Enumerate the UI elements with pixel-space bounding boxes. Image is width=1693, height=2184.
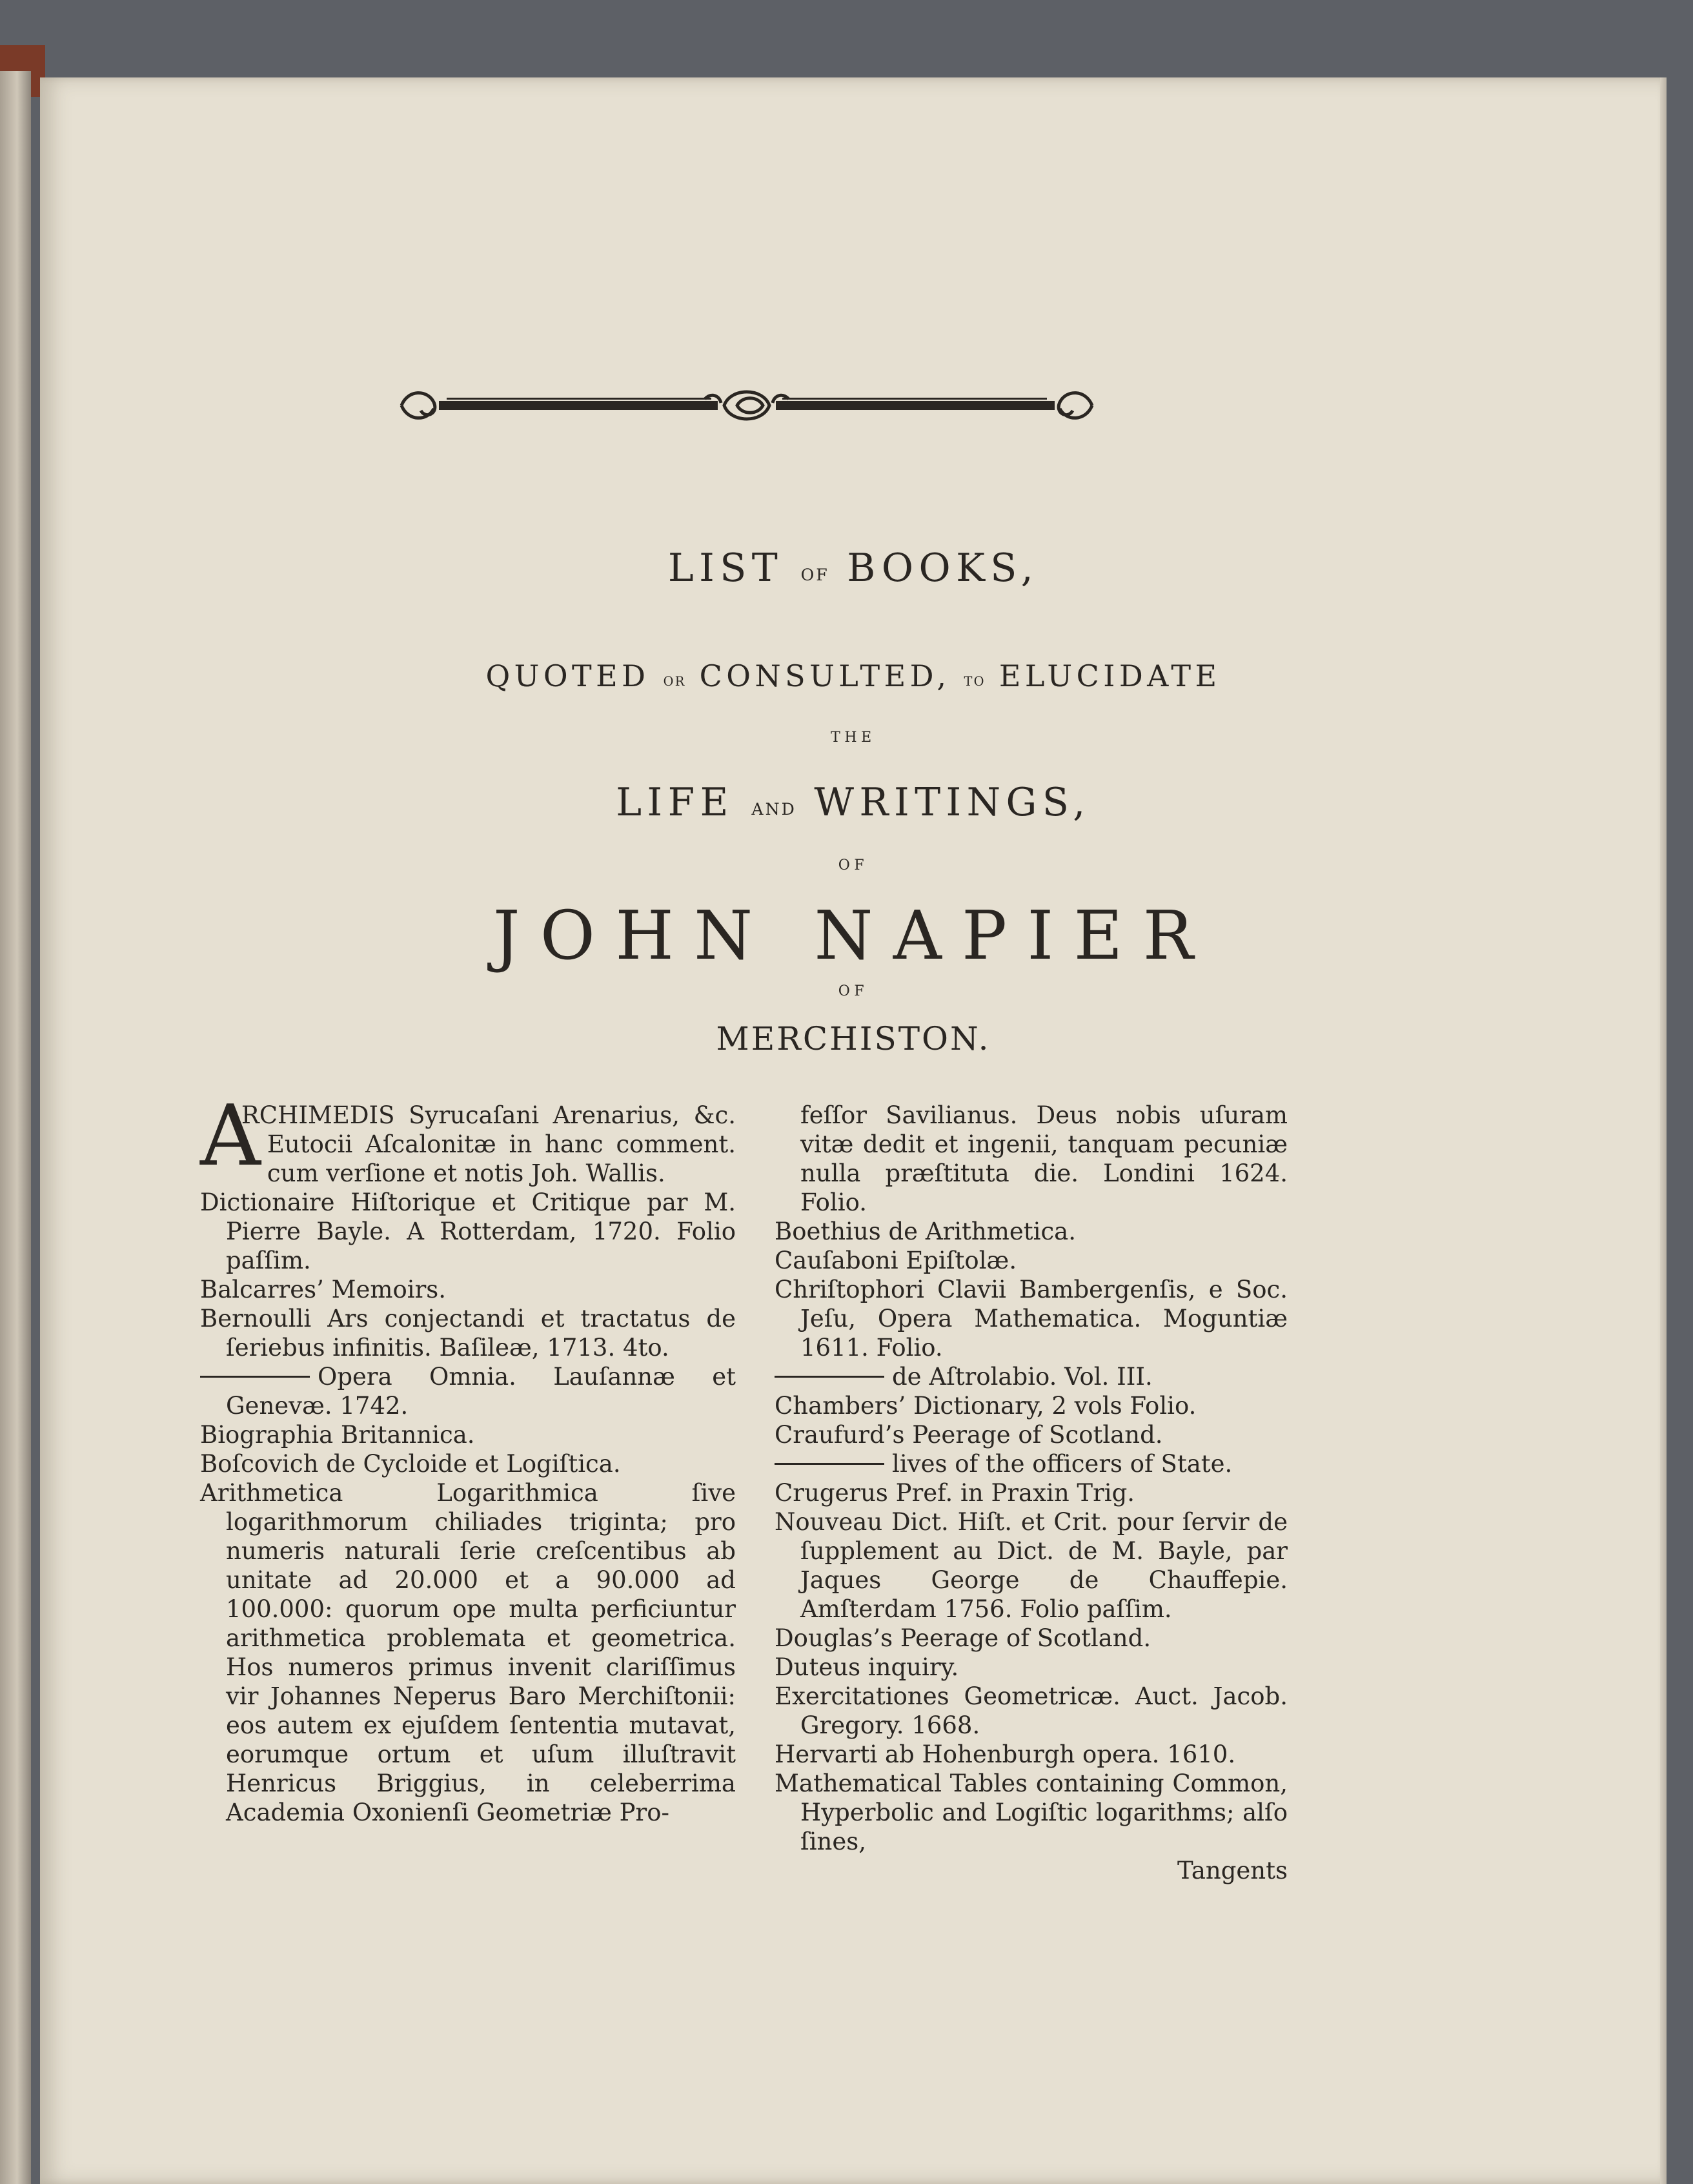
entry-biographia: Biographia Britannica. xyxy=(200,1421,475,1449)
subtitle-word-elucidate: ELUCIDATE xyxy=(999,658,1221,693)
subtitle-word-life: LIFE xyxy=(616,780,734,825)
drop-cap: A xyxy=(200,1087,261,1185)
subtitle-word-and: AND xyxy=(751,799,796,819)
ditto-rule xyxy=(775,1376,884,1378)
entry-causaboni: Cauſaboni Epiſtolæ. xyxy=(775,1247,1017,1274)
entry-duteus: Duteus inquiry. xyxy=(775,1653,959,1681)
subject-name: JOHN NAPIER xyxy=(492,896,1214,975)
entry-text: de Aſtrolabio. Vol. III. xyxy=(892,1363,1153,1391)
entry-chambers: Chambers’ Dictionary, 2 vols Folio. xyxy=(775,1392,1197,1420)
entry-arithmetica: Arithmetica Logarithmica ſive logarithmorum chiliades triginta; pro numeris naturali ſerie creſcentibus ab unitate ad 20.000 et a 90.000 ad 100.000: quorum ope multa perficiuntur arithmetica problemata et geometrica. Hos numeros primus invenit clariſſimus vir Johannes Neperus Baro Merchiſtonii: eos autem ex ejuſdem ſententia mutavat, eorumque ortum et uſum illuſtravit Henricus Briggius, in celeberrima Academia Oxonienſi Geometriæ Pro- xyxy=(200,1479,736,1826)
entry-douglas: Douglas’s Peerage of Scotland. xyxy=(775,1624,1151,1652)
bibliography-column-left xyxy=(200,1087,736,1827)
subtitle-word-writings: WRITINGS, xyxy=(814,780,1091,825)
entry-boscovich: Boſcovich de Cycloide et Logiſtica. xyxy=(200,1450,621,1478)
title-word-list: LIST xyxy=(667,546,784,591)
facing-page-edge xyxy=(0,71,31,2184)
title-word-of: OF xyxy=(800,565,829,584)
subtitle-of-second: OF xyxy=(838,983,869,999)
entry-mathematical-tables: Mathematical Tables containing Common, Hyperbolic and Logiſtic logarithms; alſo ſines, xyxy=(775,1770,1288,1855)
catchword: Tangents xyxy=(1177,1857,1288,1884)
subtitle-word-consulted: CONSULTED, xyxy=(699,658,951,693)
subtitle-life-and-writings xyxy=(40,780,1667,825)
ditto-rule xyxy=(775,1463,884,1465)
entry-bernoulli: Bernoulli Ars conjectandi et tractatus de ſeriebus infinitis. Baſileæ, 1713. 4to. xyxy=(200,1305,736,1362)
book-page xyxy=(40,77,1667,2184)
entry-craufurd: Craufurd’s Peerage of Scotland. xyxy=(775,1421,1163,1449)
entry-text: RCHIMEDIS Syrucaſani Arenarius, &c. Eutocii Aſcalonitæ in hanc comment. cum verſione et notis Joh. Wallis. xyxy=(241,1101,736,1187)
entry-hervarti: Hervarti ab Hohenburgh opera. 1610. xyxy=(775,1740,1236,1768)
entry-nouveau: Nouveau Dict. Hiſt. et Crit. pour ſervir de ſupplement au Dict. de M. Bayle, par Jaques George de Chauffepie. Amſterdam 1756. Folio paſſim. xyxy=(775,1508,1288,1623)
decorative-rule-ornament xyxy=(389,380,1105,431)
subtitle-word-to: TO xyxy=(964,674,986,689)
title-word-books: BOOKS, xyxy=(847,546,1039,591)
subtitle-word-or: OR xyxy=(663,674,686,689)
entry-text: Opera Omnia. Lauſannæ et Genevæ. 1742. xyxy=(226,1363,736,1420)
subtitle-quoted-consulted xyxy=(40,658,1667,693)
entry-balcarres: Balcarres’ Memoirs. xyxy=(200,1276,447,1303)
subtitle-the: THE xyxy=(831,730,876,746)
entry-craufurd-lives xyxy=(775,1449,1288,1478)
entry-boethius: Boethius de Arithmetica. xyxy=(775,1218,1076,1245)
bibliography-column-right xyxy=(736,1101,1288,1885)
entry-bernoulli-opera xyxy=(200,1362,736,1420)
subtitle-of: OF xyxy=(838,857,869,873)
entry-astrolabio xyxy=(775,1362,1288,1391)
subject-place: MERCHISTON. xyxy=(716,1020,991,1057)
entry-clavius: Chriſtophori Clavii Bambergenſis, e Soc. Jeſu, Opera Mathematica. Moguntiæ 1611. Folio. xyxy=(775,1276,1288,1362)
entry-bayle: Dictionaire Hiſtorique et Critique par M. Pierre Bayle. A Rotterdam, 1720. Folio paſſim. xyxy=(200,1189,736,1274)
entry-archimedes xyxy=(200,1087,736,1188)
entry-text: lives of the officers of State. xyxy=(892,1450,1233,1478)
page-edge xyxy=(1660,77,1667,2184)
subtitle-word-quoted: QUOTED xyxy=(485,658,650,693)
ditto-rule xyxy=(200,1376,310,1378)
entry-exercitationes: Exercitationes Geometricæ. Auct. Jacob. Gregory. 1668. xyxy=(775,1682,1288,1739)
entry-arithmetica-continued: feſſor Savilianus. Deus nobis uſuram vitæ dedit et ingenii, tanquam pecuniæ nulla præſtituta die. Londini 1624. Folio. xyxy=(800,1101,1288,1216)
title-list-of-books xyxy=(40,546,1667,591)
entry-crugerus: Crugerus Pref. in Praxin Trig. xyxy=(775,1479,1135,1507)
